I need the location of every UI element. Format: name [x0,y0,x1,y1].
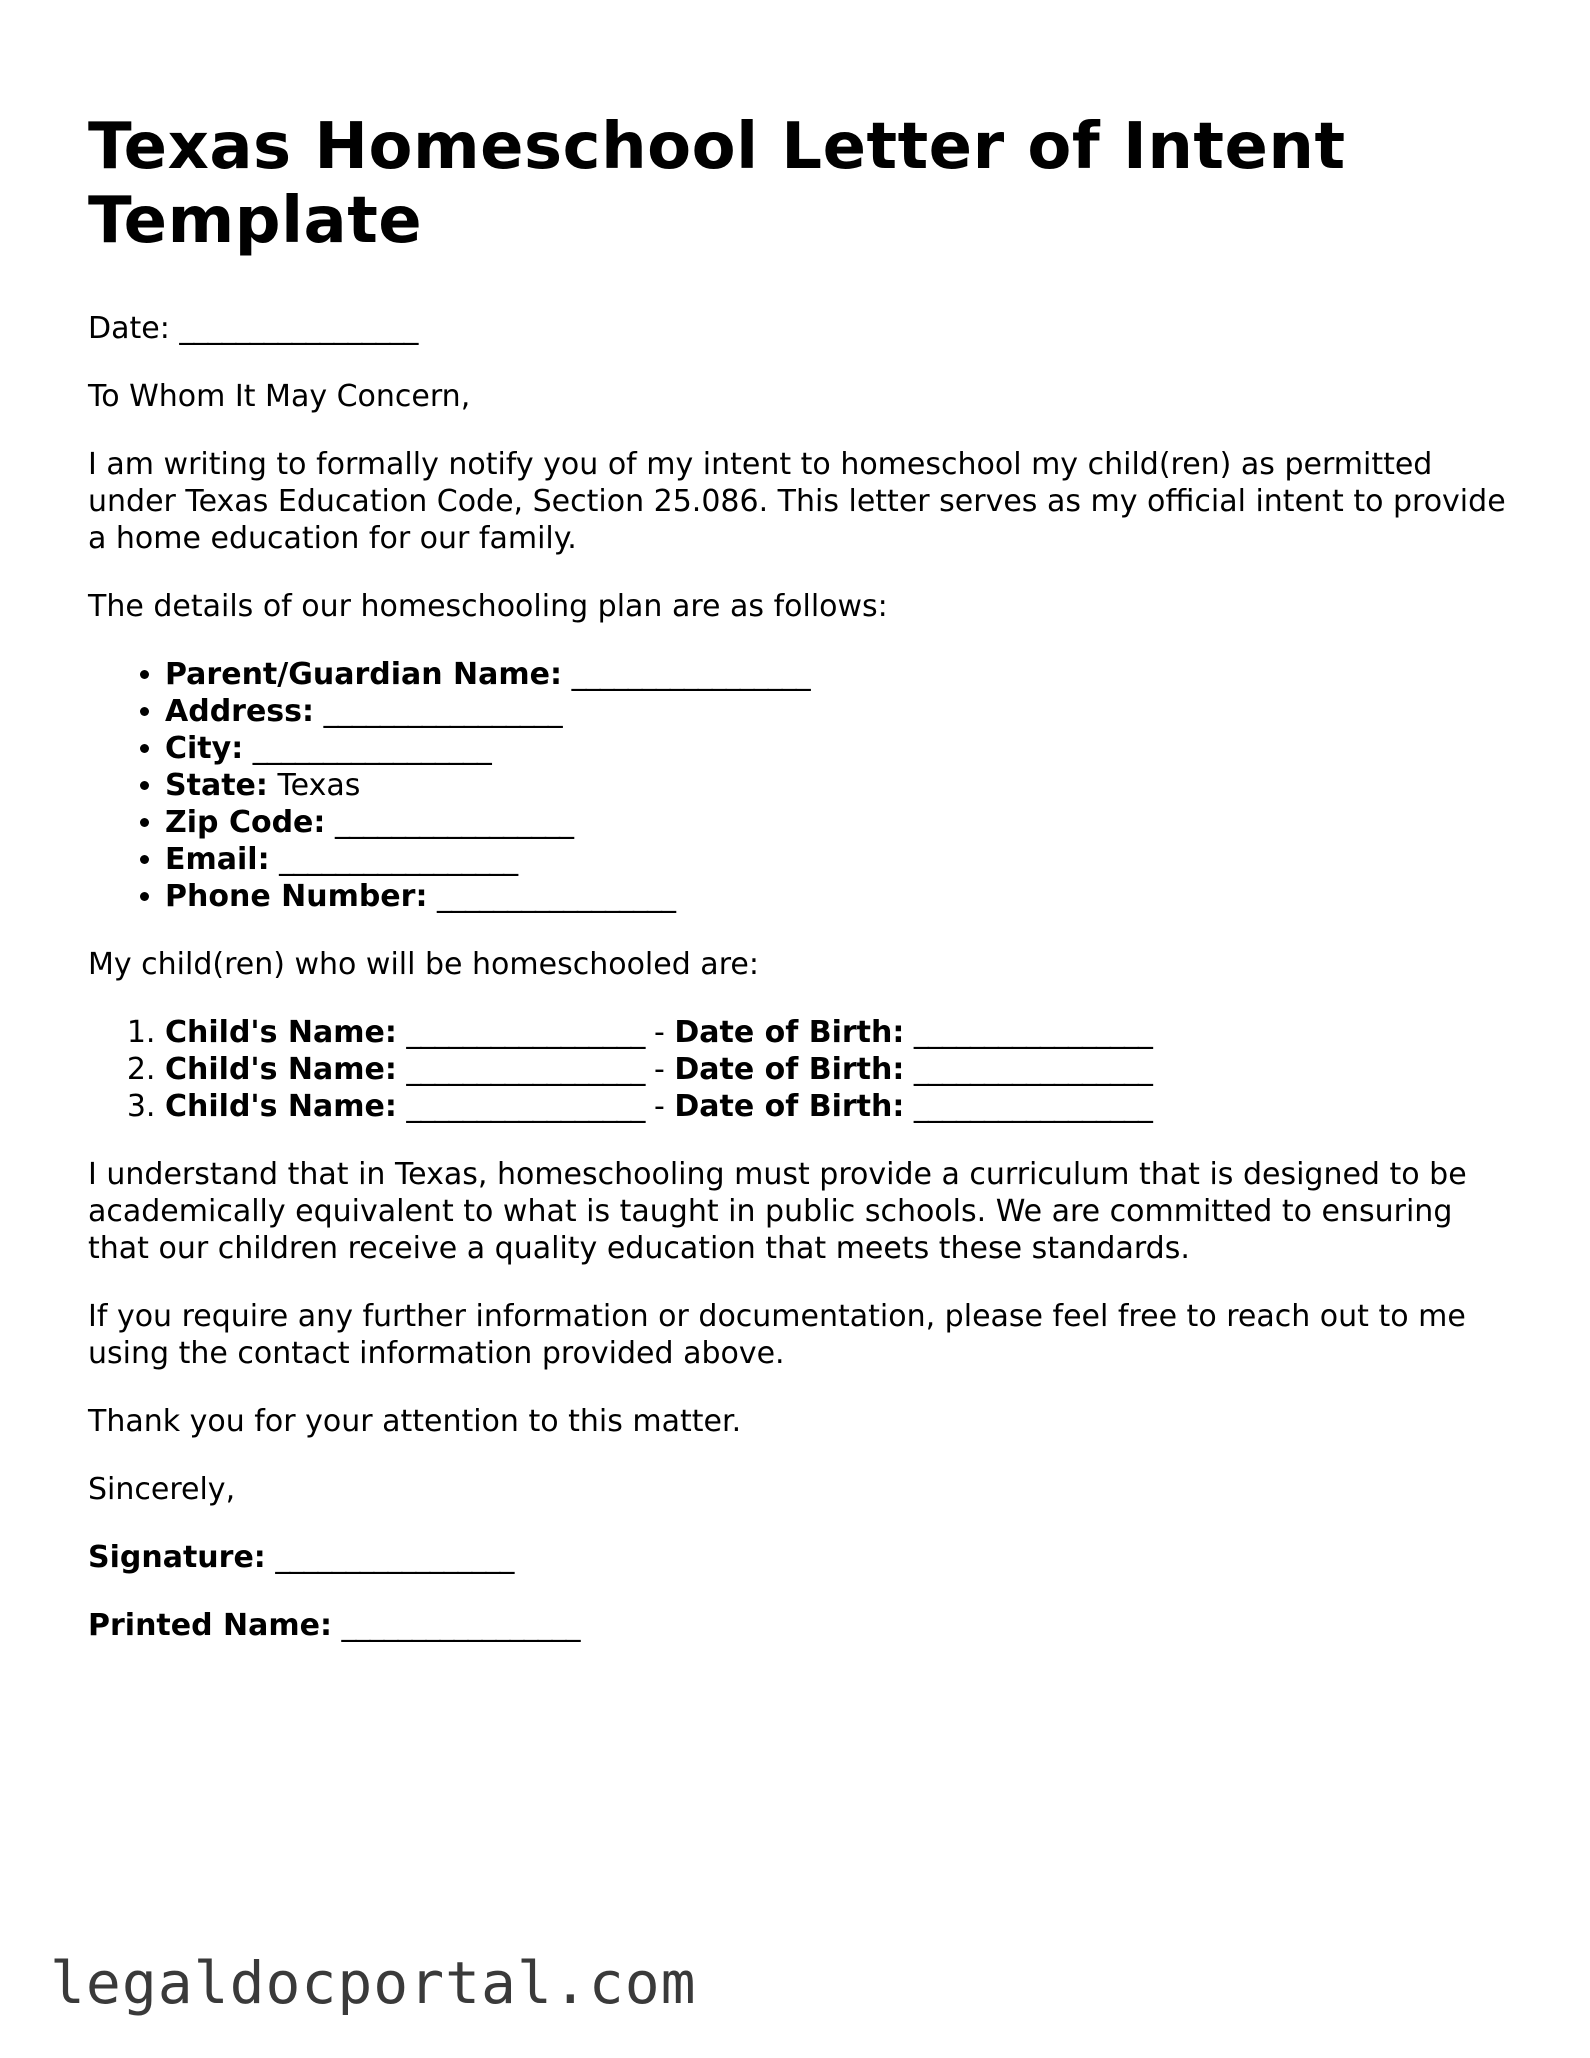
detail-label: City: [165,731,244,766]
detail-item-state [165,767,1508,804]
child-name-blank: _________________ [406,1089,645,1124]
detail-value: Texas [277,768,361,803]
child-name-label: Child's Name: [165,1089,397,1124]
separator: - [653,1052,665,1087]
child-name-label: Child's Name: [165,1015,397,1050]
child-dob-label: Date of Birth: [674,1089,905,1124]
child-name-blank: _________________ [406,1015,645,1050]
child-item [165,1088,1508,1125]
curriculum-paragraph: I understand that in Texas, homeschooling must provide a curriculum that is designed to be academically equivalent to what is taught in public schools. We are committed to ensuring that our children receive a quality education that meets these standards. [88,1157,1467,1266]
detail-value: _________________ [571,657,810,692]
detail-item-phone [165,878,1508,915]
detail-value: _________________ [437,879,675,914]
signature-line [88,1539,1508,1576]
watermark: legaldocportal.com [50,1949,697,2017]
detail-item-email [165,841,1508,878]
thanks-line: Thank you for your attention to this matter. [88,1404,742,1439]
closing-line: Sincerely, [88,1472,236,1507]
signature-label: Signature: [88,1540,266,1575]
children-intro: My child(ren) who will be homeschooled are: [88,947,759,982]
signature-blank: _________________ [275,1540,514,1575]
child-dob-label: Date of Birth: [674,1015,905,1050]
detail-value: _________________ [279,842,518,877]
detail-value: _________________ [334,805,573,840]
child-dob-blank: _________________ [913,1089,1152,1124]
detail-item-address [165,693,1508,730]
detail-item-parent-name [165,656,1508,693]
detail-label: Parent/Guardian Name: [165,657,563,692]
separator: - [653,1089,665,1124]
details-intro: The details of our homeschooling plan are as follows: [88,589,888,624]
detail-label: Zip Code: [165,805,326,840]
child-item [165,1014,1508,1051]
page-title: Texas Homeschool Letter of Intent Template [88,110,1346,258]
detail-value: _________________ [323,694,562,729]
child-dob-blank: _________________ [913,1052,1152,1087]
detail-item-city [165,730,1508,767]
detail-label: State: [165,768,268,803]
detail-label: Email: [165,842,270,877]
date-blank: _________________ [179,311,418,346]
detail-label: Address: [165,694,315,729]
child-dob-label: Date of Birth: [674,1052,905,1087]
child-name-blank: _________________ [406,1052,645,1087]
child-dob-blank: _________________ [913,1015,1152,1050]
details-list [88,656,1508,915]
child-item [165,1051,1508,1088]
intro-paragraph: I am writing to formally notify you of my intent to homeschool my child(ren) as permitted under Texas Education Code, Section 25.086. This letter serves as my official intent to provide a home education for our family. [88,447,1506,556]
contact-paragraph: If you require any further information or documentation, please feel free to reach out to me using the contact information provided above. [88,1299,1466,1371]
printed-name-blank: _________________ [341,1608,580,1643]
printed-name-label: Printed Name: [88,1608,332,1643]
salutation: To Whom It May Concern, [88,379,471,414]
detail-label: Phone Number: [165,879,428,914]
detail-value: _________________ [252,731,491,766]
detail-item-zip [165,804,1508,841]
children-list [88,1014,1508,1125]
child-name-label: Child's Name: [165,1052,397,1087]
date-line [88,310,1508,347]
separator: - [653,1015,665,1050]
letter-page [88,110,1508,1675]
printed-name-line [88,1607,1508,1644]
date-label: Date: [88,311,170,346]
